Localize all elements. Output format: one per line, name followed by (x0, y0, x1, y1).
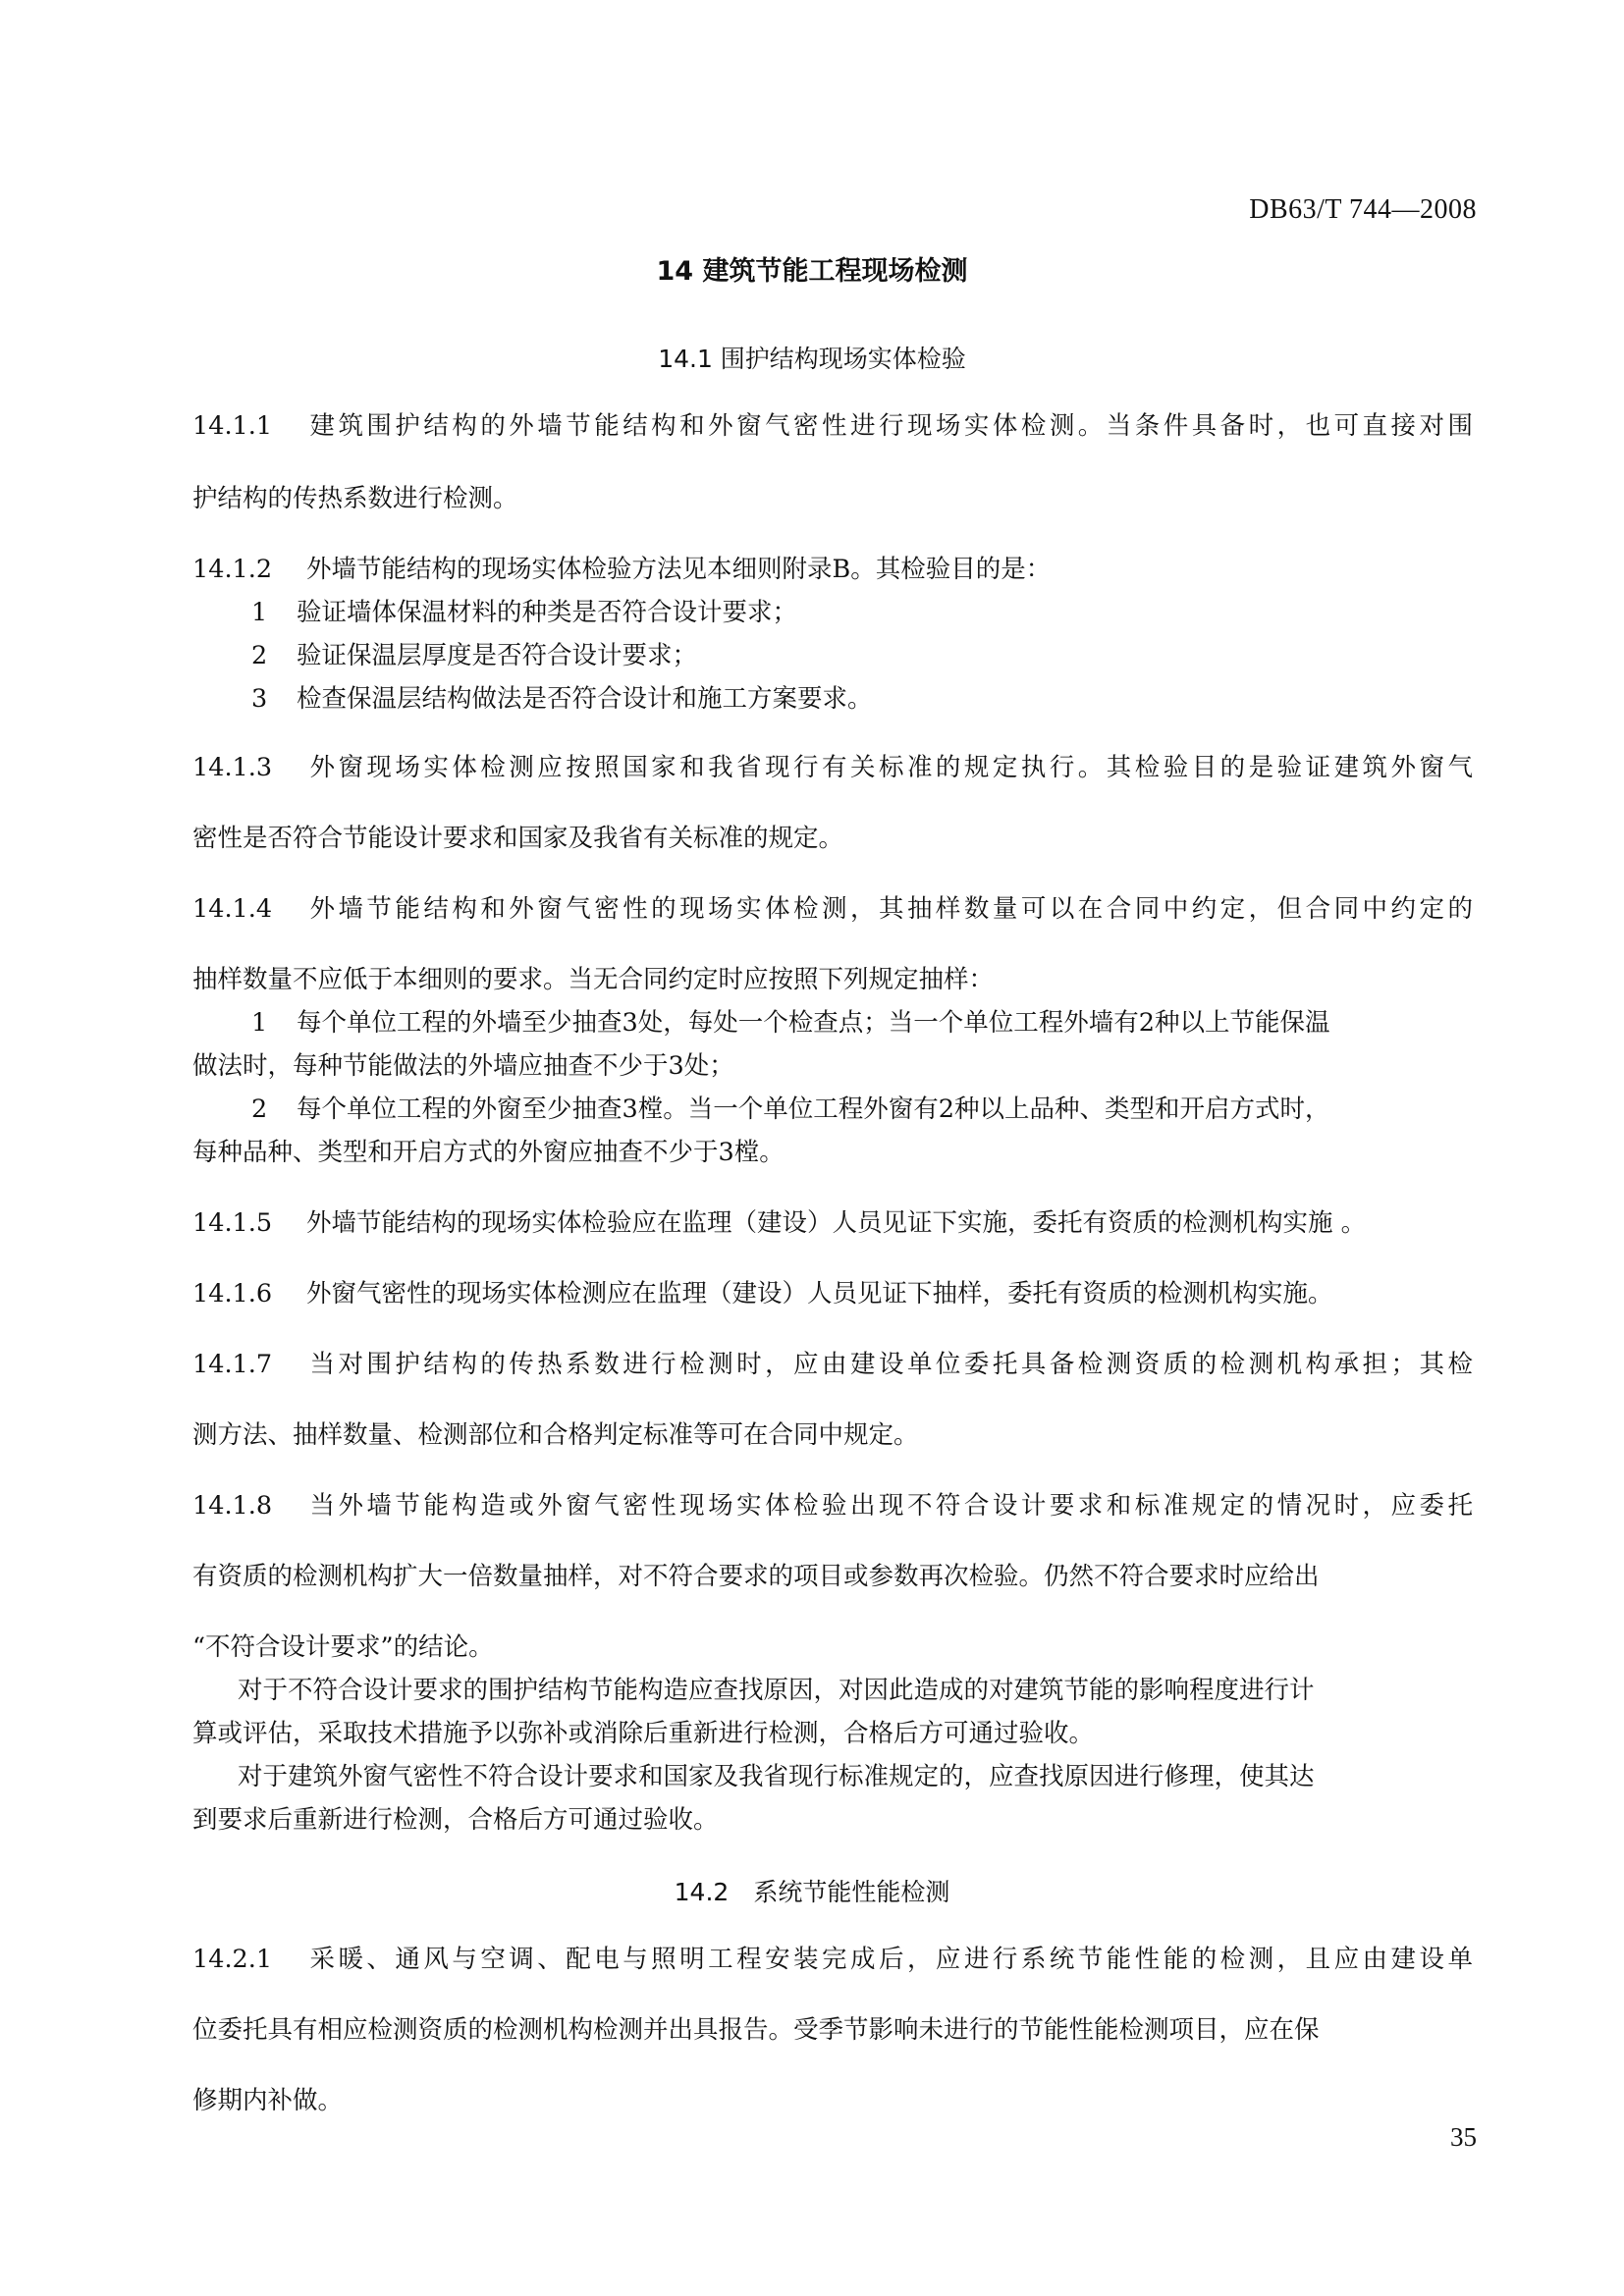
clause-text: 采暖、通风与空调、配电与照明工程安装完成后，应进行系统节能性能的检测，且应由建设单 (306, 1945, 1473, 1974)
item-number: 1 (251, 598, 268, 627)
clause-text: 外墙节能结构和外窗气密性的现场实体检测，其抽样数量可以在合同中约定，但合同中约定的 (306, 894, 1473, 924)
list-item (251, 638, 1532, 673)
list-item (251, 1005, 1473, 1041)
clause-text: 外墙节能结构的现场实体检验应在监理（建设）人员见证下实施，委托有资质的检测机构实施 。 (306, 1208, 1367, 1238)
clause-number: 14.1.1 (192, 411, 273, 441)
clause-14-1-1 (192, 408, 1473, 444)
clause-text: 外墙节能结构的现场实体检验方法见本细则附录B。其检验目的是： (306, 555, 1052, 584)
clause-number: 14.1.8 (192, 1491, 273, 1521)
clause-14-1-5 (192, 1205, 1473, 1241)
clause-number: 14.1.4 (192, 894, 273, 924)
clause-text: 外窗气密性的现场实体检测应在监理（建设）人员见证下抽样，委托有资质的检测机构实施。 (306, 1279, 1333, 1308)
clause-text: 建筑围护结构的外墙节能结构和外窗气密性进行现场实体检测。当条件具备时，也可直接对围 (306, 411, 1473, 441)
list-item (251, 1092, 1473, 1127)
clause-number: 14.1.7 (192, 1350, 273, 1379)
clause-14-1-8-cont: “不符合设计要求”的结论。 (192, 1632, 494, 1662)
paragraph: 对于建筑外窗气密性不符合设计要求和国家及我省现行标准规定的，应查找原因进行修理，使其达 (238, 1762, 1315, 1791)
section-title: 14.2 系统节能性能检测 (674, 1878, 950, 1906)
item-text: 检查保温层结构做法是否符合设计和施工方案要求。 (297, 684, 873, 714)
item-number: 3 (251, 684, 268, 714)
list-item (251, 681, 1532, 717)
item-number: 2 (251, 641, 268, 670)
clause-text: 当对围护结构的传热系数进行检测时，应由建设单位委托具备检测资质的检测机构承担；其检 (306, 1350, 1473, 1379)
list-item (251, 595, 1532, 630)
clause-14-2-1-cont: 位委托具有相应检测资质的检测机构检测并出具报告。受季节影响未进行的节能性能检测项目，应在保 (192, 2015, 1320, 2045)
clause-14-1-4 (192, 891, 1473, 927)
item-text: 验证保温层厚度是否符合设计要求； (297, 641, 698, 670)
clause-text: 当外墙节能构造或外窗气密性现场实体检验出现不符合设计要求和标准规定的情况时，应委托 (306, 1491, 1473, 1521)
clause-14-1-3-cont: 密性是否符合节能设计要求和国家及我省有关标准的规定。 (192, 824, 844, 853)
clause-14-1-2 (192, 552, 1473, 587)
paragraph-cont: 到要求后重新进行检测，合格后方可通过验收。 (192, 1805, 719, 1835)
list-item-cont: 每种品种、类型和开启方式的外窗应抽查不少于3樘。 (192, 1138, 785, 1167)
clause-14-2-1 (192, 1942, 1473, 1977)
item-text: 验证墙体保温材料的种类是否符合设计要求； (297, 598, 798, 627)
clause-number: 14.2.1 (192, 1945, 273, 1974)
clause-text: 外窗现场实体检测应按照国家和我省现行有关标准的规定执行。其检验目的是验证建筑外窗气 (306, 753, 1473, 782)
page-number: 35 (1450, 2122, 1477, 2152)
chapter-title: 14 建筑节能工程现场检测 (656, 256, 968, 287)
paragraph: 对于不符合设计要求的围护结构节能构造应查找原因，对因此造成的对建筑节能的影响程度进行计 (238, 1676, 1315, 1705)
item-number: 1 (251, 1008, 268, 1038)
clause-number: 14.1.6 (192, 1279, 273, 1308)
list-item-cont: 做法时，每种节能做法的外墙应抽查不少于3处； (192, 1051, 734, 1081)
clause-14-1-1-cont: 护结构的传热系数进行检测。 (192, 484, 518, 513)
clause-14-1-7-cont: 测方法、抽样数量、检测部位和合格判定标准等可在合同中规定。 (192, 1420, 919, 1450)
paragraph-cont: 算或评估，采取技术措施予以弥补或消除后重新进行检测，合格后方可通过验收。 (192, 1719, 1095, 1748)
clause-14-1-8-cont: 有资质的检测机构扩大一倍数量抽样，对不符合要求的项目或参数再次检验。仍然不符合要求时应给出 (192, 1562, 1320, 1591)
standard-code: DB63/T 744—2008 (1249, 194, 1477, 225)
clause-14-1-6 (192, 1276, 1473, 1311)
clause-number: 14.1.3 (192, 753, 273, 782)
clause-14-1-7 (192, 1347, 1473, 1382)
clause-number: 14.1.5 (192, 1208, 273, 1238)
clause-14-1-3 (192, 750, 1473, 785)
clause-number: 14.1.2 (192, 555, 273, 584)
section-title: 14.1 围护结构现场实体检验 (658, 345, 966, 373)
clause-14-2-1-cont: 修期内补做。 (192, 2086, 344, 2115)
clause-14-1-4-cont: 抽样数量不应低于本细则的要求。当无合同约定时应按照下列规定抽样： (192, 965, 995, 994)
item-number: 2 (251, 1095, 268, 1124)
clause-14-1-8 (192, 1488, 1473, 1523)
item-text: 每个单位工程的外窗至少抽查3樘。当一个单位工程外窗有2种以上品种、类型和开启方式时， (297, 1095, 1330, 1124)
item-text: 每个单位工程的外墙至少抽查3处，每处一个检查点；当一个单位工程外墙有2种以上节能保温 (297, 1008, 1330, 1038)
